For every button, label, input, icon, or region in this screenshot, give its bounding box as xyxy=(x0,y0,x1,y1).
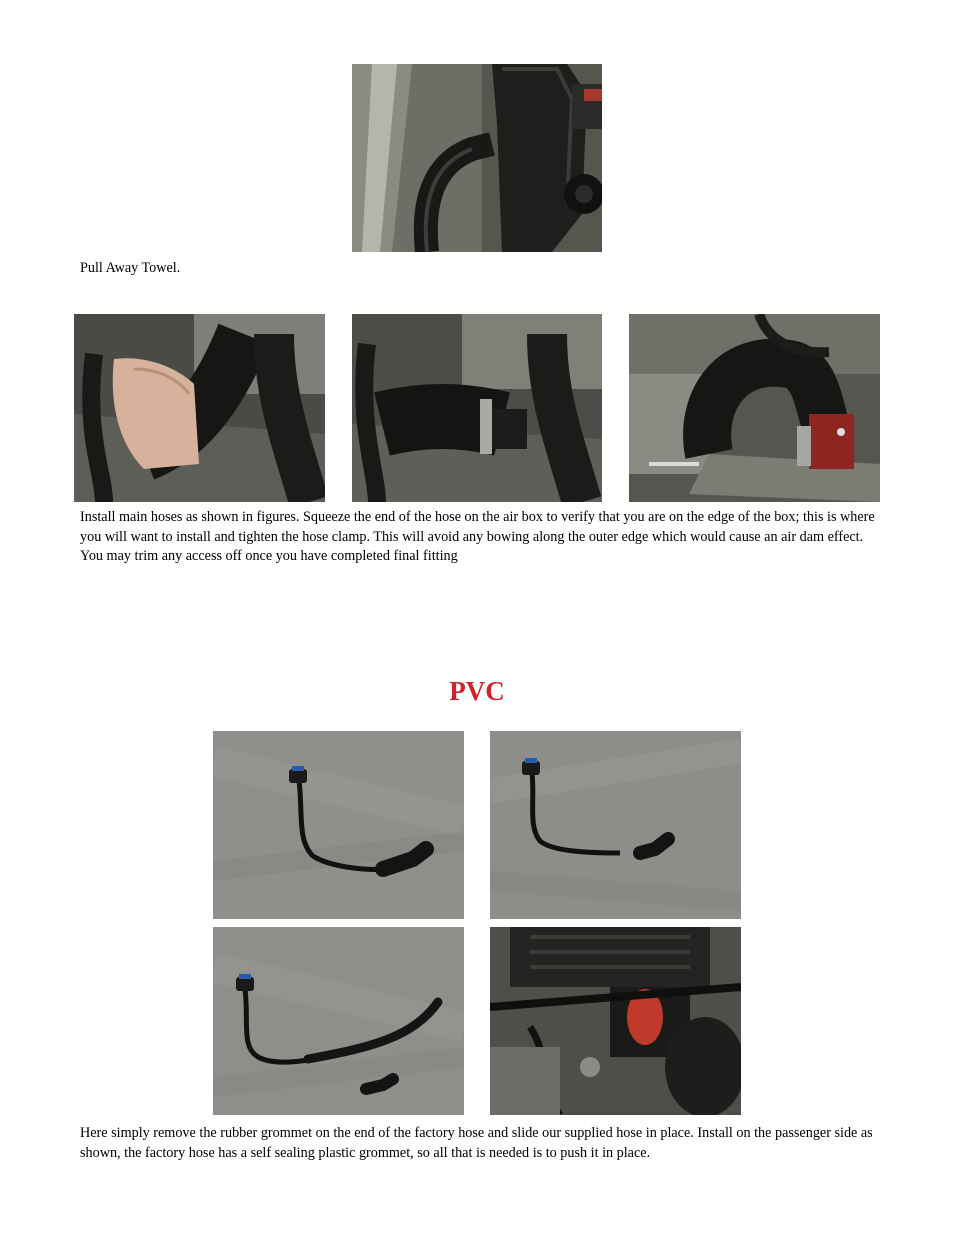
photo-hose-install-2 xyxy=(352,314,602,502)
photo-hose-install-1 xyxy=(74,314,325,502)
photo-air-box xyxy=(352,64,602,252)
caption-pull-away-towel: Pull Away Towel. xyxy=(80,260,181,276)
photo-hose-install-3 xyxy=(629,314,880,502)
photo-pvc-new-hose xyxy=(213,927,464,1115)
photo-pvc-installed xyxy=(490,927,741,1115)
caption-install-main-hoses: Install main hoses as shown in figures. Squeeze the end of the hose on the air box to verify that you are on the edge of the box; this is where you will want to install and tighten the hose clamp. This will avoid any bowing along the outer edge which would cause an air dam effect. You may trim any access off once you have completed final fitting xyxy=(80,509,875,564)
photo-pvc-factory-hose xyxy=(213,731,464,919)
photo-pvc-grommet-removed xyxy=(490,731,741,919)
section-heading-pvc: PVC xyxy=(449,676,505,706)
caption-pvc-instructions: Here simply remove the rubber grommet on the end of the factory hose and slide our supplied hose in place. Install on the passenger side as shown, the factory hose has a self sealing plastic grommet, so all that is needed is to push it in place. xyxy=(80,1125,873,1161)
